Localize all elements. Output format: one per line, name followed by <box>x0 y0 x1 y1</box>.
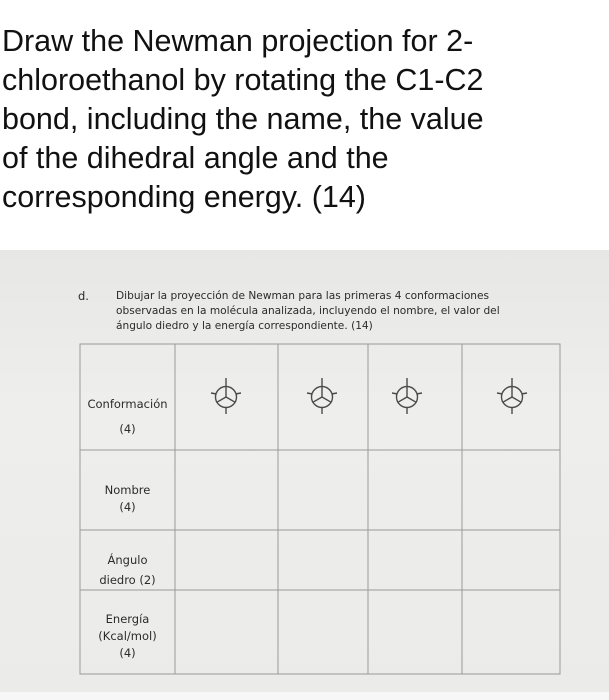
worksheet-instruction <box>116 289 566 334</box>
worksheet-photo <box>0 250 609 692</box>
newman-projection-icon <box>497 378 527 414</box>
instruction-line: Dibujar la proyección de Newman para las primeras 4 conformaciones <box>116 290 490 302</box>
item-letter: d. <box>78 289 89 303</box>
newman-projection-icon <box>392 378 422 414</box>
instruction-line: observadas en la molécula analizada, incluyendo el nombre, el valor del <box>116 305 500 317</box>
newman-projection-icon <box>211 378 241 414</box>
question-line: chloroethanol by rotating the C1-C2 <box>2 63 484 97</box>
question-text <box>2 22 602 217</box>
question-line: Draw the Newman projection for 2- <box>2 24 474 58</box>
row-label-energia: Energía (Kcal/mol) (4) <box>98 612 157 660</box>
row-label-nombre: Nombre (4) <box>104 483 151 514</box>
row-label-angulo: Ángulo diedro (2) <box>99 553 156 587</box>
question-line: of the dihedral angle and the <box>2 141 389 175</box>
row-label-conformacion: Conformación (4) <box>87 397 168 436</box>
instruction-line: ángulo diedro y la energía correspondiente. (14) <box>116 320 373 332</box>
newman-projection-icon <box>307 378 337 414</box>
question-line: bond, including the name, the value <box>2 102 484 136</box>
question-line: corresponding energy. (14) <box>2 180 366 214</box>
photo-bottom-edge <box>0 692 609 700</box>
